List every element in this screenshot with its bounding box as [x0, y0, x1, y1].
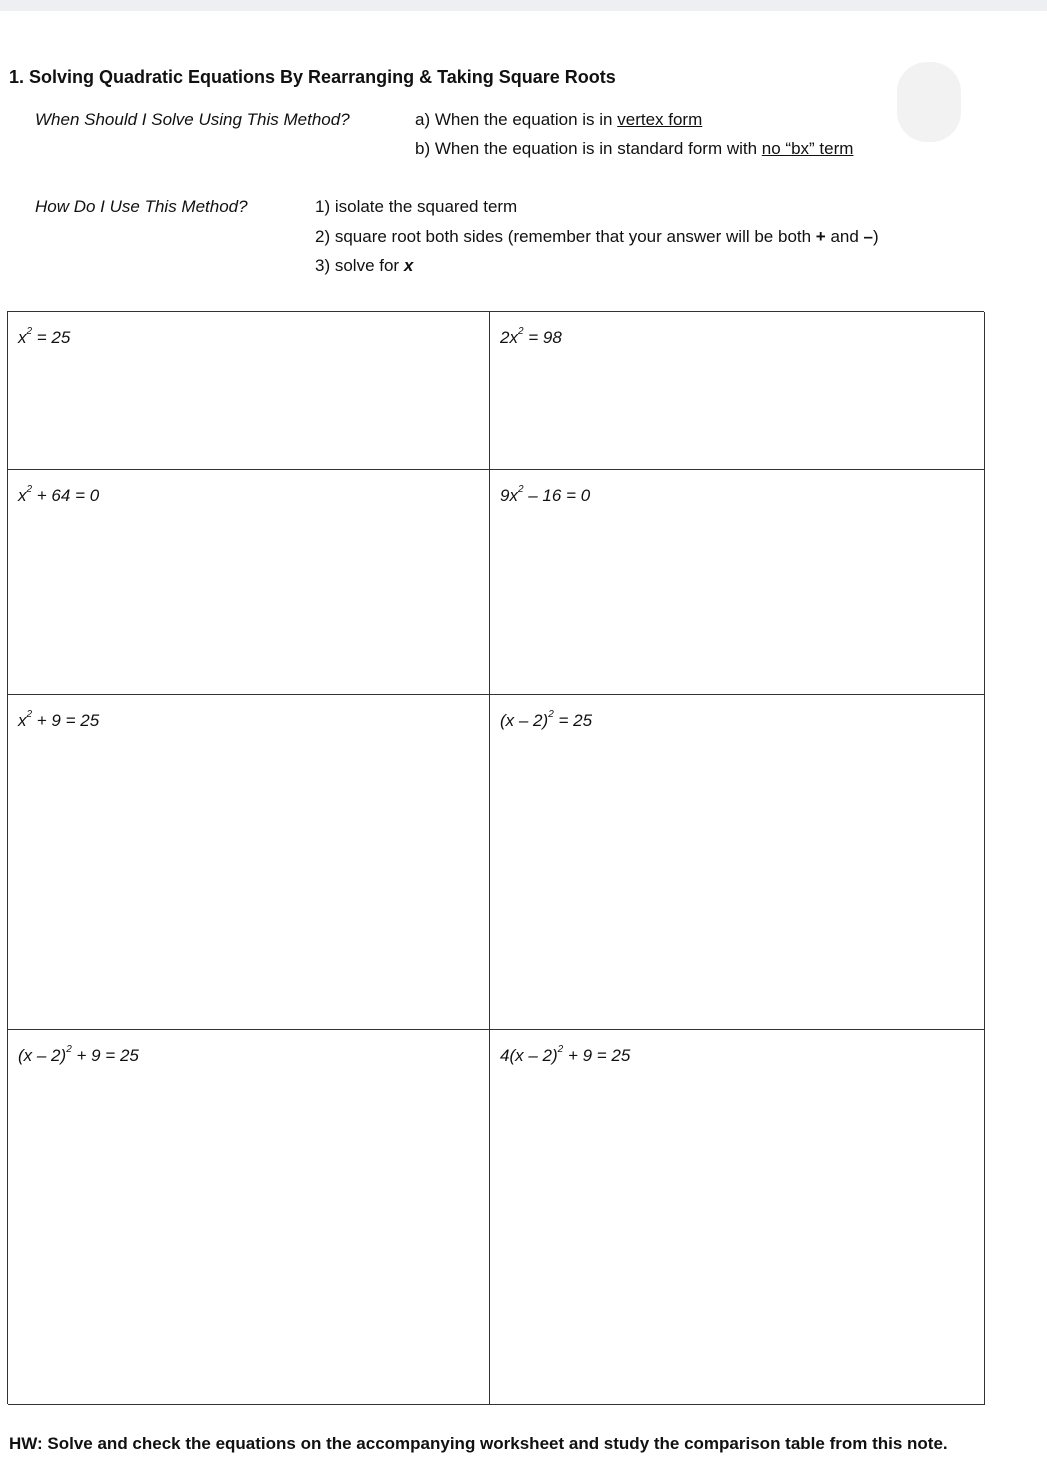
- problem-grid: [7, 311, 984, 1404]
- step2-text: 2) square root both sides (remember that your answer will be both: [315, 227, 816, 246]
- problem-cell[interactable]: [8, 1030, 490, 1405]
- how-step-1: 1) isolate the squared term: [315, 197, 518, 216]
- problem-cell[interactable]: [490, 695, 985, 1030]
- equation: 4(x – 2)$^2$ + 9 = 25: [500, 1044, 631, 1065]
- when-a-underlined: vertex form: [617, 110, 703, 129]
- step3-variable: x: [403, 256, 414, 275]
- when-answer-a: [415, 110, 702, 130]
- equation: (x – 2)$^2$ = 25: [500, 709, 593, 730]
- equation: $x^2 + 64 = 0$: [18, 484, 100, 505]
- scan-smudge: [897, 62, 961, 142]
- problem-cell[interactable]: [8, 312, 490, 470]
- minus-sign: –: [863, 227, 874, 246]
- step2-and: and: [825, 227, 864, 246]
- when-b-underlined: no “bx” term: [761, 139, 854, 158]
- when-answer-b: [415, 139, 853, 159]
- top-bar: [0, 0, 1047, 11]
- section-title: 1. Solving Quadratic Equations By Rearranging & Taking Square Roots: [9, 67, 616, 87]
- problem-cell[interactable]: [490, 312, 985, 470]
- when-question: When Should I Solve Using This Method?: [35, 110, 350, 129]
- step3-text: 3) solve for: [315, 256, 404, 275]
- how-question: How Do I Use This Method?: [35, 197, 248, 216]
- equation: $x^2 + 9 = 25$: [18, 709, 100, 730]
- plus-sign: +: [815, 227, 826, 246]
- problem-cell[interactable]: [490, 470, 985, 695]
- equation: (x – 2)$^2$ + 9 = 25: [18, 1044, 139, 1065]
- homework-note: HW: Solve and check the equations on the accompanying worksheet and study the comparison table from this note.: [9, 1434, 948, 1453]
- when-b-text: b) When the equation is in standard form with: [415, 139, 762, 158]
- how-step-3: [315, 256, 413, 276]
- step2-close: ): [873, 227, 879, 246]
- problem-cell[interactable]: [8, 470, 490, 695]
- how-step-2: [315, 227, 879, 247]
- when-a-text: a) When the equation is in: [415, 110, 618, 129]
- equation: $x^2 = 25$: [18, 326, 71, 347]
- problem-cell[interactable]: [8, 695, 490, 1030]
- equation: $9x^2 - 16 = 0$: [500, 484, 591, 505]
- equation: $2x^2 = 98$: [500, 326, 562, 347]
- problem-cell[interactable]: [490, 1030, 985, 1405]
